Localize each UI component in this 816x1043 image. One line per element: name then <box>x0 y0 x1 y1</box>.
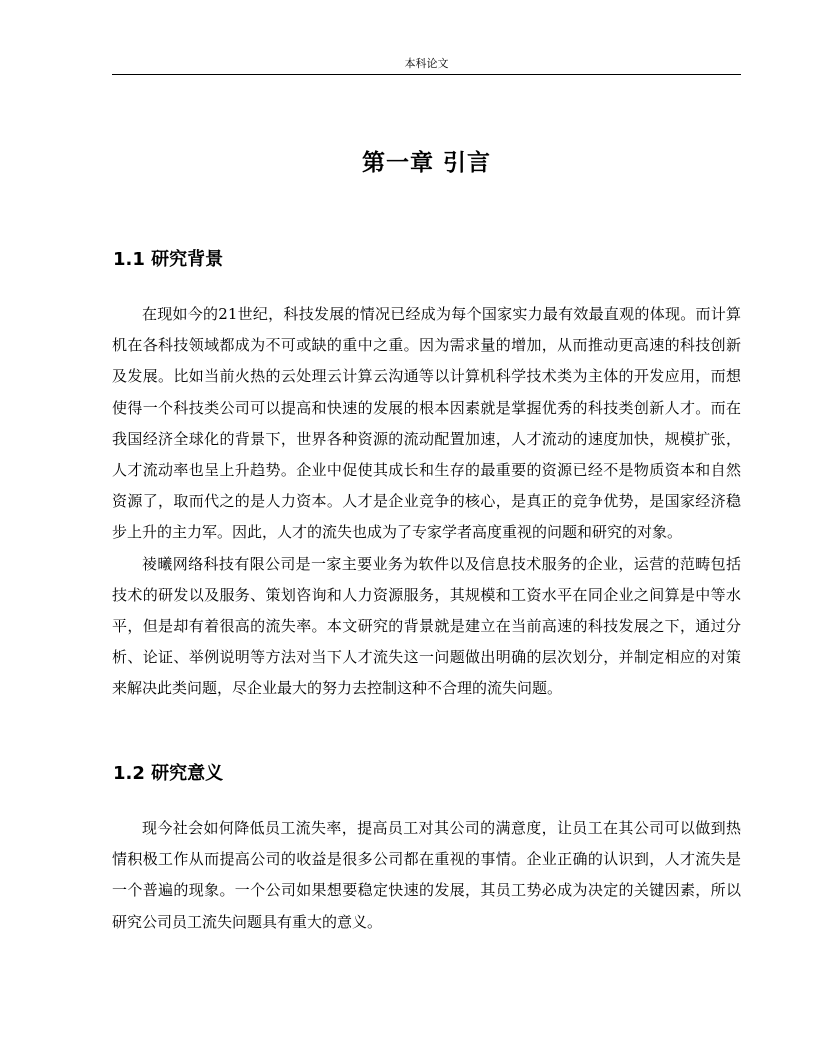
paragraph: 现今社会如何降低员工流失率，提高员工对其公司的满意度，让员工在其公司可以做到热情积极工作从而提高公司的收益是很多公司都在重视的事情。企业正确的认识到，人才流失是一个普遍的现象。一个公司如果想要稳定快速的发展，其员工势必成为决定的关键因素，所以研究公司员工流失问题具有重大的意义。 <box>112 819 741 931</box>
paragraph: 在现如今的21世纪，科技发展的情况已经成为每个国家实力最有效最直观的体现。而计算机在各科技领域都成为不可或缺的重中之重。因为需求量的增加，从而推动更高速的科技创新及发展。比如当前火热的云处理云计算云沟通等以计算机科学技术类为主体的开发应用，而想使得一个科技类公司可以提高和快速的发展的根本因素就是掌握优秀的科技类创新人才。而在我国经济全球化的背景下，世界各种资源的流动配置加速，人才流动的速度加快，规模扩张，人才流动率也呈上升趋势。企业中促使其成长和生存的最重要的资源已经不是物质资本和自然资源了，取而代之的是人力资本。人才是企业竞争的核心，是真正的竞争优势，是国家经济稳步上升的主力军。因此，人才的流失也成为了专家学者高度重视的问题和研究的对象。 <box>112 305 741 542</box>
paragraph: 祾曦网络科技有限公司是一家主要业务为软件以及信息技术服务的企业，运营的范畴包括技术的研发以及服务、策划咨询和人力资源服务，其规模和工资水平在同企业之间算是中等水平，但是却有着很高的流失率。本文研究的背景就是建立在当前高速的科技发展之下，通过分析、论证、举例说明等方法对当下人才流失这一问题做出明确的层次划分，并制定相应的对策来解决此类问题，尽企业最大的努力去控制这种不合理的流失问题。 <box>112 554 741 698</box>
header-rule <box>112 74 741 75</box>
section-body-significance <box>112 813 741 938</box>
section-heading-background: 1.1 研究背景 <box>113 249 224 270</box>
section-body-background <box>112 299 741 705</box>
section-heading-significance: 1.2 研究意义 <box>113 763 224 784</box>
running-header: 本科论文 <box>404 57 449 70</box>
chapter-title: 第一章 引言 <box>361 150 491 176</box>
